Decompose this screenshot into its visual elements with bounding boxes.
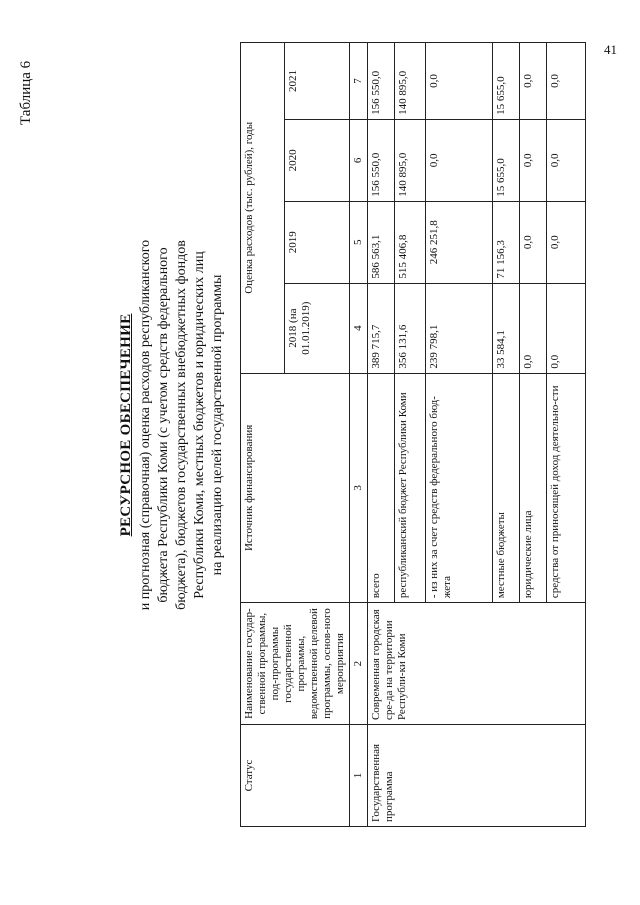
value-cell: 71 156,3 (493, 201, 520, 283)
title-line: Республики Коми, местных бюджетов и юридических лиц (192, 251, 207, 599)
source-cell: местные бюджеты (493, 373, 520, 603)
value-cell: 0,0 (547, 43, 586, 120)
value-cell: 156 550,0 (368, 43, 395, 120)
title-line: и прогнозная (справочная) оценка расходов республиканского (138, 239, 153, 611)
status-cell: Государственная программа (368, 725, 586, 827)
table-label: Таблица 6 (18, 60, 34, 125)
value-cell: 0,0 (520, 283, 547, 373)
header-year: 2020 (285, 119, 350, 201)
value-cell: 0,0 (426, 43, 493, 120)
column-number: 6 (350, 119, 368, 201)
value-cell: 15 655,0 (493, 119, 520, 201)
title-line: бюджета), бюджетов государственных внебюджетных фондов (174, 240, 189, 610)
source-cell: средства от приносящей доход деятельно-сти (547, 373, 586, 603)
title-line: на реализацию целей государственной программы (210, 274, 225, 576)
title-main: РЕСУРСНОЕ ОБЕСПЕЧЕНИЕ (118, 313, 134, 537)
source-cell: всего (368, 373, 395, 603)
column-number: 4 (350, 283, 368, 373)
value-cell: 0,0 (547, 283, 586, 373)
column-number: 3 (350, 373, 368, 603)
value-cell: 0,0 (520, 119, 547, 201)
resource-table (240, 42, 586, 827)
header-year: 2018 (на 01.01.2019) (285, 283, 350, 373)
page-number: 41 (604, 42, 617, 57)
column-number: 7 (350, 43, 368, 120)
value-cell: 33 584,1 (493, 283, 520, 373)
header-status: Статус (241, 725, 350, 827)
source-cell: - из них за счет средств федерального бюд-жета (426, 373, 493, 603)
value-cell: 0,0 (426, 119, 493, 201)
title-line: бюджета Республики Коми (с учетом средств федерального (156, 247, 171, 603)
header-year: 2019 (285, 201, 350, 283)
value-cell: 156 550,0 (368, 119, 395, 201)
program-name-cell: Современная городская сре-да на территории Республи-ки Коми (368, 603, 586, 725)
column-number: 1 (350, 725, 368, 827)
header-name: Наименование государ-ственной программы, под-программы государственной программы, ведомственной целевой программы, основ-ного мероприятия (241, 603, 350, 725)
source-cell: юридические лица (520, 373, 547, 603)
value-cell: 389 715,7 (368, 283, 395, 373)
title-block (118, 195, 227, 655)
value-cell: 0,0 (520, 201, 547, 283)
value-cell: 0,0 (520, 43, 547, 120)
header-year: 2021 (285, 43, 350, 120)
header-source: Источник финансирования (241, 373, 350, 603)
value-cell: 0,0 (547, 201, 586, 283)
value-cell: 515 406,8 (395, 201, 426, 283)
value-cell: 140 895,0 (395, 43, 426, 120)
source-cell: республиканский бюджет Республики Коми (395, 373, 426, 603)
header-estimate: Оценка расходов (тыс. рублей), годы (241, 43, 285, 374)
value-cell: 246 251,8 (426, 201, 493, 283)
value-cell: 586 563,1 (368, 201, 395, 283)
value-cell: 0,0 (547, 119, 586, 201)
value-cell: 356 131,6 (395, 283, 426, 373)
value-cell: 15 655,0 (493, 43, 520, 120)
value-cell: 239 798,1 (426, 283, 493, 373)
value-cell: 140 895,0 (395, 119, 426, 201)
column-number: 5 (350, 201, 368, 283)
column-number: 2 (350, 603, 368, 725)
